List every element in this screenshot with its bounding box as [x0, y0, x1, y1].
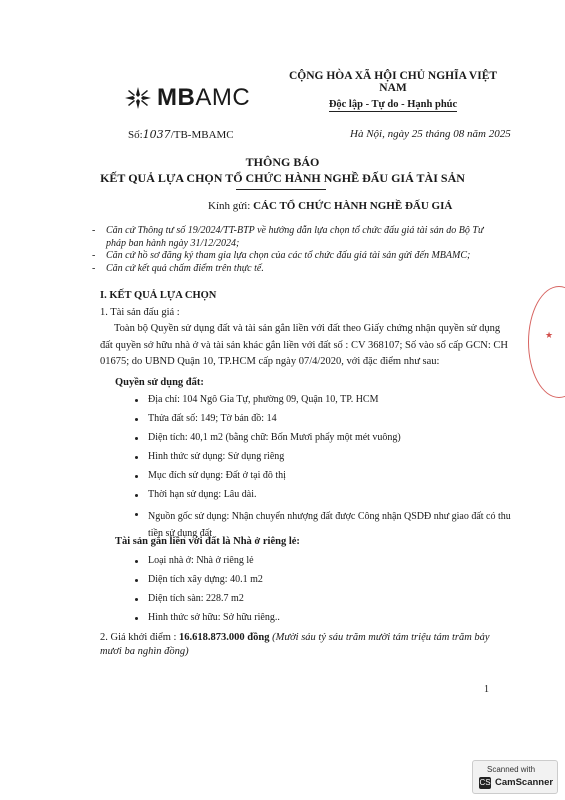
list-item: Thời hạn sử dụng: Lâu dài. — [135, 489, 515, 508]
national-header — [278, 70, 508, 112]
item-heading: 1. Tài sản đấu giá : — [100, 307, 180, 318]
section-heading: I. KẾT QUẢ LỰA CHỌN — [100, 290, 217, 301]
land-items — [135, 394, 515, 544]
camscanner-icon: CS — [479, 778, 491, 787]
document-title: THÔNG BÁO — [245, 155, 320, 169]
camscanner-watermark: Scanned with CS CamScanner — [472, 760, 558, 794]
logo-text: MBAMC — [157, 84, 251, 111]
nation-title: CỘNG HÒA XÃ HỘI CHỦ NGHĨA VIỆT NAM — [288, 70, 498, 94]
basis-item: - Căn cứ kết quả chấm điểm trên thực tế. — [92, 262, 264, 274]
nation-motto: Độc lập - Tự do - Hạnh phúc — [328, 99, 458, 110]
title-underline — [236, 189, 326, 190]
list-item: Loại nhà ở: Nhà ở riêng lẻ — [135, 555, 515, 574]
starting-price: 2. Giá khởi điểm : 16.618.873.000 đồng (Mười sáu tỷ sáu trăm mười tám triệu tám trăm bảy mươi ba nghìn đồng) — [100, 632, 490, 657]
legal-basis-list — [92, 225, 502, 275]
list-item: Diện tích: 40,1 m2 (bằng chữ: Bốn Mươi phẩy một mét vuông) — [135, 432, 515, 451]
document-subtitle: KẾT QUẢ LỰA CHỌN TỔ CHỨC HÀNH NGHỀ ĐẤU GIÁ TÀI SẢN — [100, 171, 465, 185]
list-item: Nguồn gốc sử dụng: Nhận chuyển nhượng đất được Công nhận QSDĐ như giao đất có thu tiền sử dụng đất — [135, 508, 515, 544]
seal-star-icon: ★ — [545, 330, 554, 340]
list-item: Hình thức sử dụng: Sử dụng riêng — [135, 451, 515, 470]
logo-star-icon — [125, 87, 151, 109]
house-heading: Tài sản gắn liền với đất là Nhà ở riêng lẻ: — [115, 536, 300, 547]
company-logo — [125, 84, 250, 112]
house-items — [135, 555, 515, 631]
list-item: Thửa đất số: 149; Tờ bản đồ: 14 — [135, 413, 515, 432]
place-date: Hà Nội, ngày 25 tháng 08 năm 2025 — [350, 128, 511, 140]
document-number: Số:1037/TB-MBAMC — [128, 128, 234, 141]
page-number: 1 — [484, 684, 489, 695]
list-item: Diện tích sàn: 228.7 m2 — [135, 593, 515, 612]
handwritten-number: 1037 — [142, 128, 171, 141]
list-item: Địa chỉ: 104 Ngô Gia Tự, phường 09, Quận 10, TP. HCM — [135, 394, 515, 413]
basis-item: - Căn cứ hồ sơ đăng ký tham gia lựa chọn của các tổ chức đấu giá tài sản gửi đến MBAMC; — [92, 250, 471, 261]
list-item: Diện tích xây dựng: 40.1 m2 — [135, 574, 515, 593]
recipient: Kính gửi: CÁC TỔ CHỨC HÀNH NGHỀ ĐẤU GIÁ — [208, 200, 453, 212]
asset-paragraph: Toàn bộ Quyền sử dụng đất và tài sản gắn liền với đất theo Giấy chứng nhận quyền sử dụng đất quyền sở hữu nhà ở và tài sản khác gắn liền với đất số : CV 368107; Số vào sổ cấp GCN: CH 01675; do UBND Quận 10, TP.HCM cấp ngày 07/4/2020, với đặc điểm như sau: — [100, 323, 508, 367]
basis-item: - Căn cứ Thông tư số 19/2024/TT-BTP về hướng dẫn lựa chọn tổ chức đấu giá tài sản do Bộ Tư pháp ban hành ngày 31/12/2024; — [92, 225, 484, 249]
red-seal — [528, 286, 565, 398]
land-heading: Quyền sử dụng đất: — [115, 377, 204, 388]
list-item: Mục đích sử dụng: Đất ở tại đô thị — [135, 470, 515, 489]
list-item: Hình thức sở hữu: Sở hữu riêng.. — [135, 612, 515, 631]
